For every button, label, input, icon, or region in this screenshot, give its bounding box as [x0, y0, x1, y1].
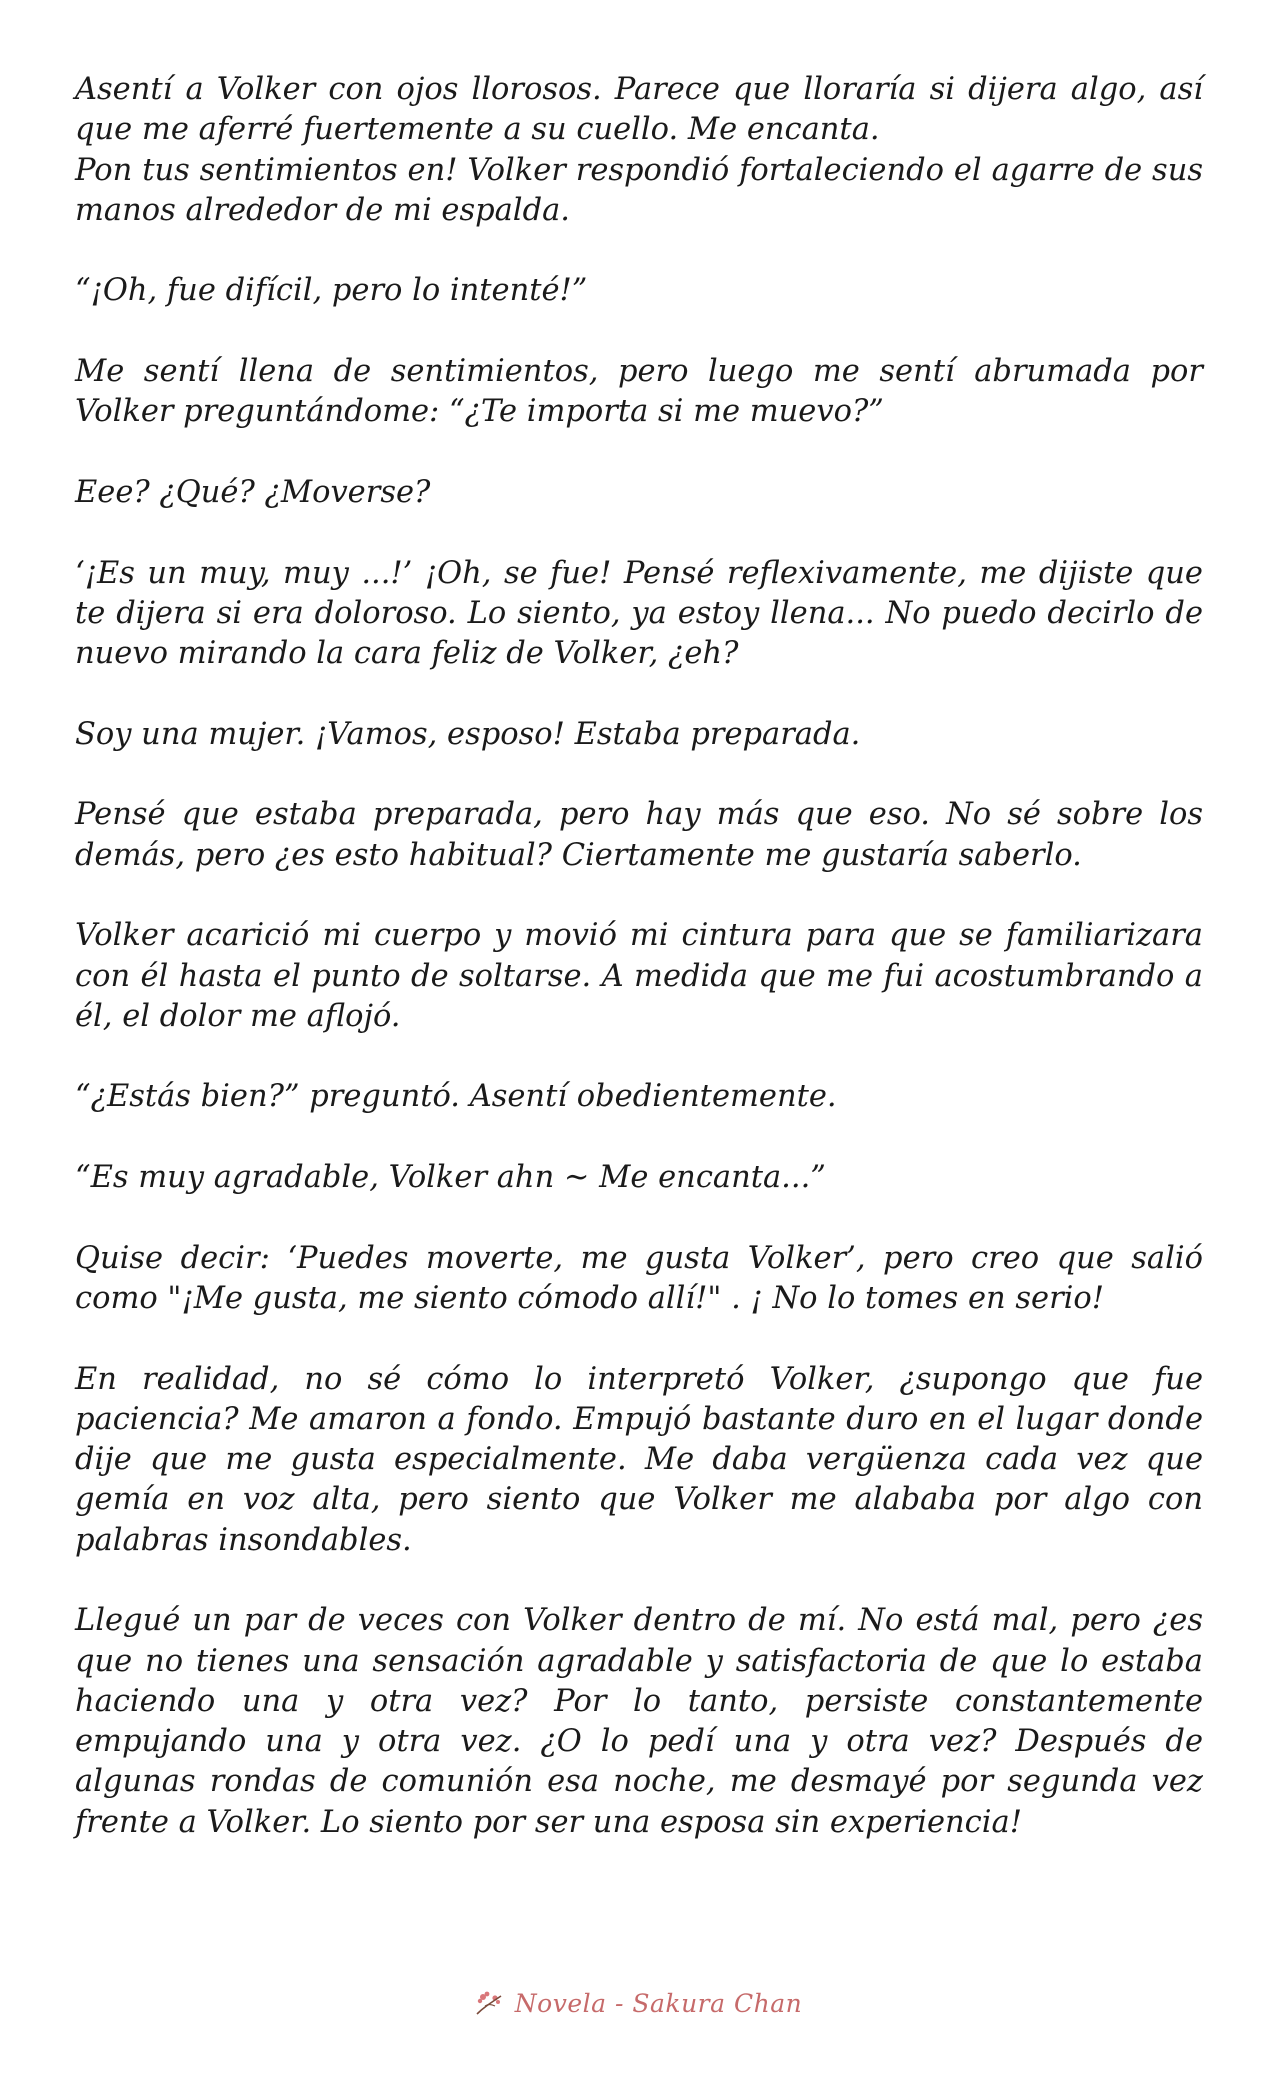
paragraph-line: Eee? ¿Qué? ¿Moverse?	[75, 474, 431, 510]
paragraph-line: Me sentí llena de sentimientos, pero luego me sentí abrumada por Volker preguntándome: “¿Te importa si me muevo?”	[75, 354, 1203, 430]
paragraph	[75, 715, 1203, 755]
paragraph	[75, 352, 1203, 433]
document-body	[75, 70, 1203, 1843]
paragraph-line: Soy una mujer. ¡Vamos, esposo! Estaba preparada.	[75, 716, 861, 752]
paragraph	[75, 70, 1203, 231]
paragraph-line: Volker acarició mi cuerpo y movió mi cintura para que se familiarizara con él hasta el punto de soltarse. A medida que me fui acostumbrando a él, el dolor me aflojó.	[75, 918, 1203, 1034]
paragraph	[75, 916, 1203, 1037]
paragraph-line: ‘¡Es un muy, muy ...!’ ¡Oh, se fue! Pensé reflexivamente, me dijiste que te dijera si era doloroso. Lo siento, ya estoy llena... No puedo decirlo de nuevo mirando la cara feliz de Volker, ¿eh?	[75, 555, 1203, 672]
paragraph	[75, 1077, 1203, 1117]
paragraph-line: En realidad, no sé cómo lo interpretó Volker, ¿supongo que fue paciencia? Me amaron a fondo. Empujó bastante duro en el lugar donde dije que me gusta especialmente. Me daba vergüenza cada vez que gemía en voz alta, pero siento que Volker me alababa por algo con palabras insondables.	[75, 1361, 1203, 1558]
paragraph	[75, 1601, 1203, 1843]
paragraph-line: Pon tus sentimientos en! Volker respondió fortaleciendo el agarre de sus manos alrededor de mi espalda.	[75, 152, 1203, 228]
paragraph	[75, 554, 1203, 675]
paragraph-line: “¡Oh, fue difícil, pero lo intenté!”	[75, 273, 588, 309]
paragraph-line: “Es muy agradable, Volker ahn ~ Me encanta...”	[75, 1160, 826, 1196]
sakura-blossom-icon	[473, 1988, 507, 2018]
paragraph-line: Asentí a Volker con ojos llorosos. Parece que lloraría si dijera algo, así que me aferré fuertemente a su cuello. Me encanta.	[75, 72, 1203, 148]
paragraph	[75, 271, 1203, 311]
paragraph-line: Pensé que estaba preparada, pero hay más que eso. No sé sobre los demás, pero ¿es esto habitual? Ciertamente me gustaría saberlo.	[75, 797, 1203, 873]
paragraph-line: Llegué un par de veces con Volker dentro de mí. No está mal, pero ¿es que no tienes una sensación agradable y satisfactoria de que lo estaba haciendo una y otra vez? Por lo tanto, persiste constantemente empujando una y otra vez. ¿O lo pedí una y otra vez? Después de algunas rondas de comunión esa noche, me desmayé por segunda vez frente a Volker. Lo siento por ser una esposa sin experiencia!	[75, 1603, 1203, 1840]
paragraph	[75, 1158, 1203, 1198]
paragraph	[75, 1360, 1203, 1561]
paragraph	[75, 473, 1203, 513]
footer-watermark	[0, 1988, 1275, 2018]
watermark-text: Novela - Sakura Chan	[514, 1988, 803, 2018]
paragraph-line: “¿Estás bien?” preguntó. Asentí obedientemente.	[75, 1079, 837, 1115]
paragraph	[75, 1239, 1203, 1320]
paragraph-line: Quise decir: ‘Puedes moverte, me gusta Volker’, pero creo que salió como "¡Me gusta, me siento cómodo allí!" . ¡ No lo tomes en serio!	[75, 1240, 1203, 1316]
paragraph	[75, 795, 1203, 876]
